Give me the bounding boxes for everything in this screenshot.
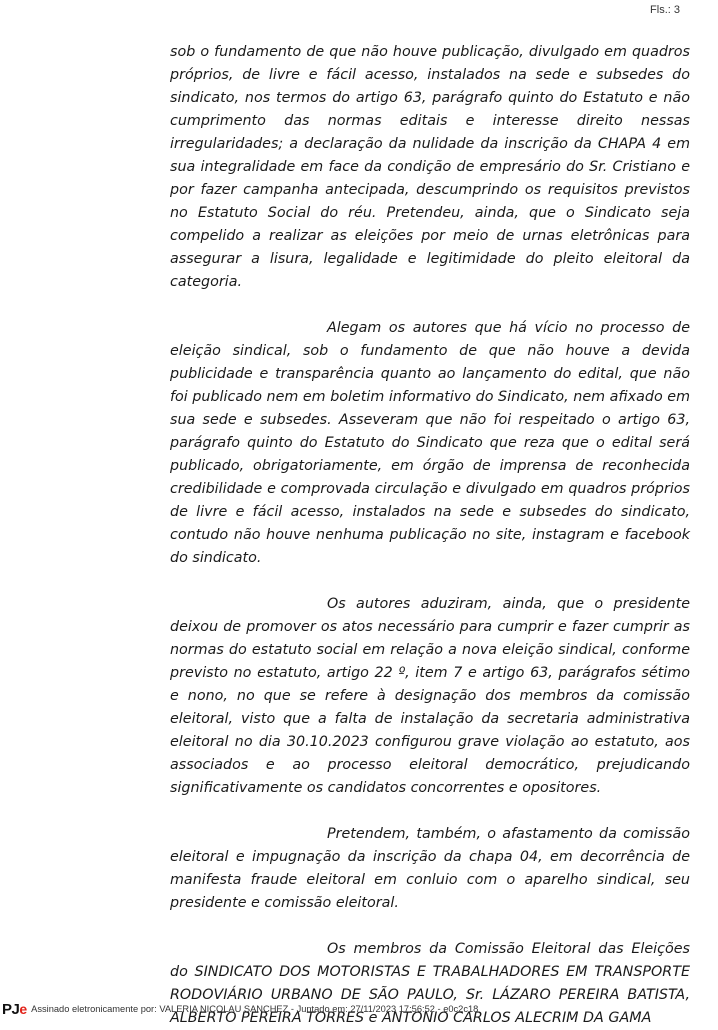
pje-logo-pj: PJ xyxy=(2,1000,20,1018)
pje-logo xyxy=(2,1002,27,1017)
document-body xyxy=(170,41,690,1030)
paragraph-3: Os autores aduziram, ainda, que o presidente deixou de promover os atos necessário para cumprir e fazer cumprir as normas do estatuto social em relação a nova eleição sindical, conforme previsto no estatuto, artigo 22 º, item 7 e artigo 63, parágrafos sétimo e nono, no que se refere à designação dos membros da comissão eleitoral, visto que a falta de instalação da secretaria administrativa eleitoral no dia 30.10.2023 configurou grave violação ao estatuto, aos associados e ao processo eleitoral democrático, prejudicando significativamente os candidatos concorrentes e opositores. xyxy=(170,596,690,796)
signature-footer xyxy=(2,1000,478,1018)
paragraph-1: sob o fundamento de que não houve publicação, divulgado em quadros próprios, de livre e fácil acesso, instalados na sede e subsedes do sindicato, nos termos do artigo 63, parágrafo quinto do Estatuto e não cumprimento das normas editais e interesse direito nessas irregularidades; a declaração da nulidade da inscrição da CHAPA 4 em sua integralidade em face da condição de empresário do Sr. Cristiano e por fazer campanha antecipada, descumprindo os requisitos previstos no Estatuto Social do réu. Pretendeu, ainda, que o Sindicato seja compelido a realizar as eleições por meio de urnas eletrônicas para assegurar a lisura, legalidade e legitimidade do pleito eleitoral da categoria. xyxy=(170,44,690,290)
paragraph-4: Pretendem, também, o afastamento da comissão eleitoral e impugnação da inscrição da chapa 04, em decorrência de manifesta fraude eleitoral em conluio com o aparelho sindical, seu presidente e comissão eleitoral. xyxy=(170,826,690,911)
paragraph-5: Os membros da Comissão Eleitoral das Eleições do SINDICATO DOS MOTORISTAS E TRABALHADORES EM TRANSPORTE RODOVIÁRIO URBANO DE SÃO PAULO, Sr. LÁZARO PEREIRA BATISTA, ALBERTO PEREIRA TORRES e ANTONIO CARLOS ALECRIM DA GAMA xyxy=(170,941,690,1026)
pje-logo-e: e xyxy=(19,1000,28,1017)
signature-text: Assinado eletronicamente por: VALERIA NICOLAU SANCHEZ - Juntado em: 27/11/2023 17:56:52 - e0c2c18 xyxy=(31,1004,479,1014)
page-number: Fls.: 3 xyxy=(650,4,680,16)
paragraph-2: Alegam os autores que há vício no processo de eleição sindical, sob o fundamento de que não houve a devida publicidade e transparência quanto ao lançamento do edital, que não foi publicado nem em boletim informativo do Sindicato, nem afixado em sua sede e subsedes. Asseveram que não foi respeitado o artigo 63, parágrafo quinto do Estatuto do Sindicato que reza que o edital será publicado, obrigatoriamente, em órgão de imprensa de reconhecida credibilidade e comprovada circulação e divulgado em quadros próprios de livre e fácil acesso, instalados na sede e subsedes do sindicato, contudo não houve nenhuma publicação no site, instagram e facebook do sindicato. xyxy=(170,320,690,566)
